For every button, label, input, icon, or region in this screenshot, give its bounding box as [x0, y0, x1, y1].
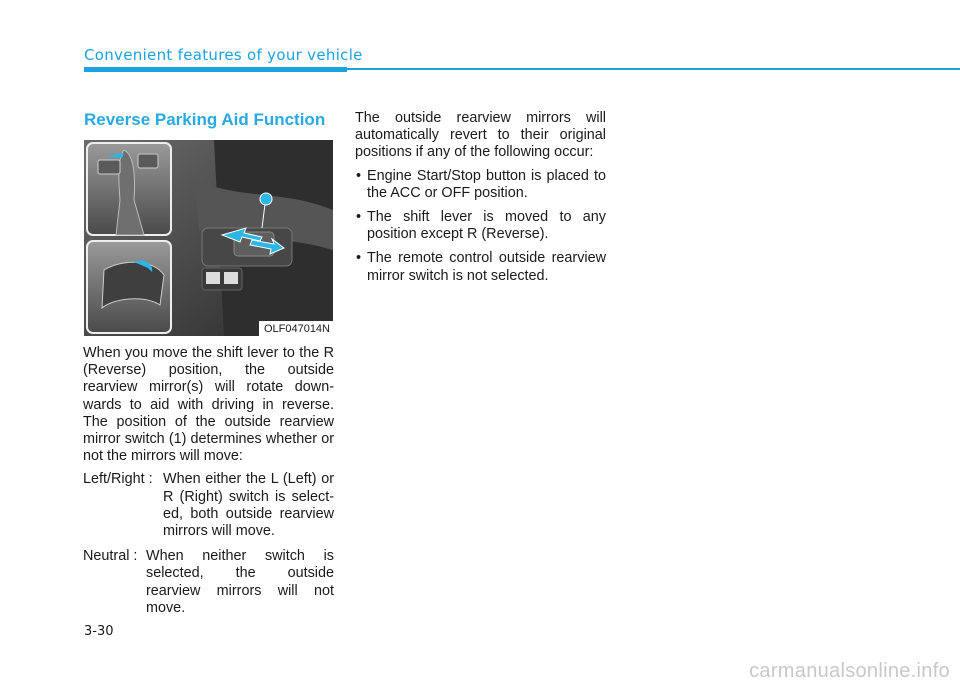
revert-conditions-list	[355, 168, 606, 285]
header-rule	[347, 68, 960, 70]
list-item	[355, 168, 606, 202]
list-item-text: • The remote control outside rearview mirror switch is not selected.	[367, 250, 606, 284]
header-rule-accent	[84, 67, 347, 72]
mirror-switch-illustration	[84, 140, 333, 336]
revert-paragraph: The outside rearview mirrors will automatically revert to their original positions if any of the following occur:	[355, 110, 606, 161]
definition-text: When neither switch is selected, the outside rearview mirrors will not move.	[146, 548, 334, 616]
page-number: 3-30	[84, 624, 114, 639]
illustration-artwork	[84, 140, 333, 336]
definition-term: Left/Right :	[83, 471, 153, 488]
watermark: carmanualsonline.info	[749, 660, 950, 682]
list-item	[355, 250, 606, 284]
right-column	[355, 110, 606, 292]
definition-left-right	[83, 471, 334, 540]
list-item-text: • Engine Start/Stop button is placed to the ACC or OFF position.	[367, 167, 606, 201]
section-title: Reverse Parking Aid Function	[84, 110, 326, 129]
intro-paragraph: When you move the shift lever to the R (Reverse) position, the outside rearview mirror(s) will rotate down-wards to aid with driving in reverse. The position of the outside rearview mirror switch (1) determines whether or not the mirrors will move:	[83, 345, 334, 465]
definition-neutral	[83, 548, 334, 617]
left-column	[83, 345, 334, 625]
list-item-text: • The shift lever is moved to any position except R (Reverse).	[367, 209, 606, 243]
chapter-header: Convenient features of your vehicle	[84, 46, 363, 64]
figure-code: OLF047014N	[259, 321, 333, 336]
list-item	[355, 209, 606, 243]
definition-term: Neutral :	[83, 548, 138, 565]
definition-text: When either the L (Left) or R (Right) switch is select-ed, both outside rearview mirrors will move.	[163, 471, 334, 540]
